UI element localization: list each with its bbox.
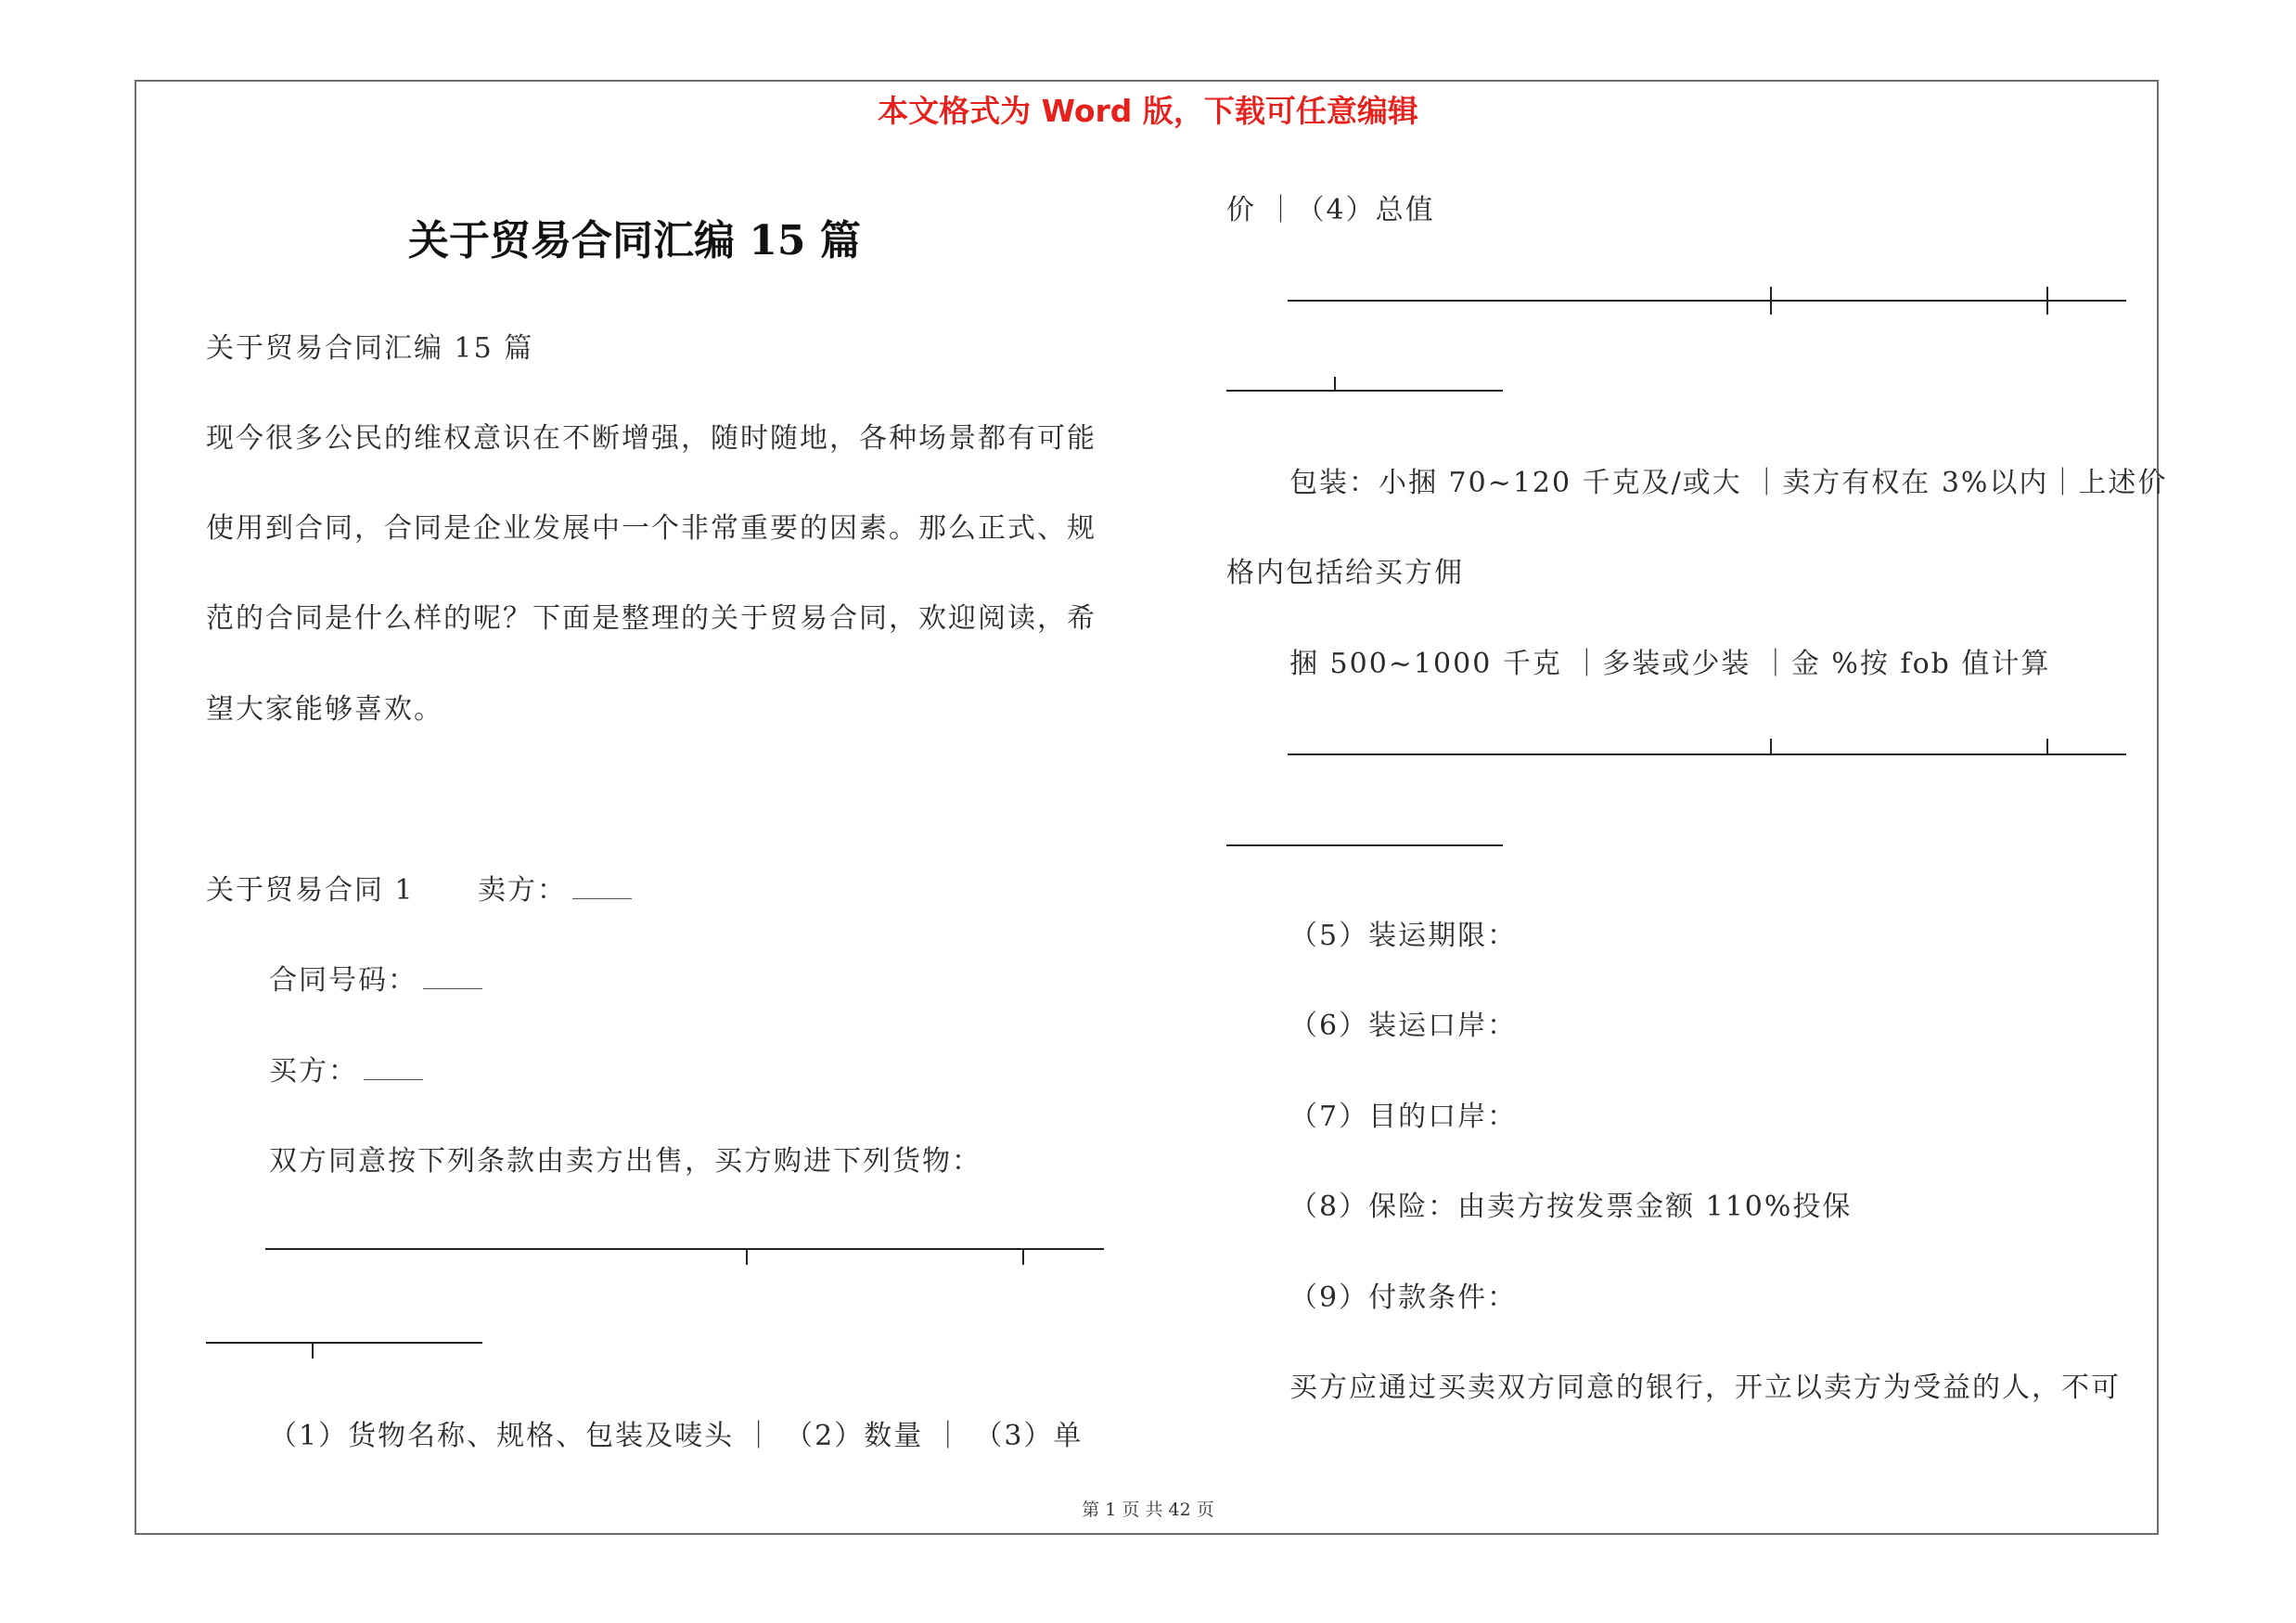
table-separator: [746, 1248, 748, 1265]
table-rule: [1288, 754, 2126, 755]
table-rule: [265, 1248, 1104, 1250]
table-separator: [1334, 377, 1336, 392]
table-separator: [312, 1342, 314, 1359]
shipment-period: （5）装运期限：: [1289, 920, 1518, 952]
agreement-text: 双方同意按下列条款由卖方出售，买方购进下列货物：: [269, 1145, 981, 1178]
table-rule: [1226, 390, 1503, 392]
page-frame: [135, 80, 2159, 1535]
packing-line-2: 格内包括给买方佣: [1226, 557, 1464, 589]
contract-heading: 关于贸易合同 1: [206, 874, 415, 907]
port-of-destination: （7）目的口岸：: [1289, 1101, 1518, 1133]
seller-line: [478, 872, 632, 909]
table-separator: [2046, 739, 2048, 754]
intro-line-2: 使用到合同，合同是企业发展中一个非常重要的因素。那么正式、规: [206, 512, 1097, 545]
seller-blank: [572, 874, 632, 899]
insurance-clause: （8）保险：由卖方按发票金额 110%投保: [1289, 1191, 1853, 1223]
contract-number-label: 合同号码：: [269, 964, 417, 997]
contract-number-blank: [423, 964, 482, 989]
port-of-loading: （6）装运口岸：: [1289, 1010, 1518, 1042]
intro-line-1: 现今很多公民的维权意识在不断增强，随时随地，各种场景都有可能: [206, 422, 1097, 455]
table-header-continued: 价 ｜（4）总值: [1226, 194, 1435, 226]
document-title: 关于贸易合同汇编 15 篇: [408, 217, 861, 264]
table-separator: [2046, 287, 2048, 315]
packing-line-3: 捆 500~1000 千克 ｜多装或少装 ｜金 %按 fob 值计算: [1289, 648, 2051, 680]
contract-number-line: [269, 962, 482, 999]
packing-line-1: 包装：小捆 70~120 千克及/或大 ｜卖方有权在 3%以内｜上述价: [1289, 467, 2168, 499]
table-rule: [1226, 844, 1503, 846]
table-separator: [1770, 739, 1772, 754]
seller-label: 卖方：: [478, 874, 567, 907]
table-rule: [1288, 300, 2126, 302]
format-banner: 本文格式为 Word 版，下载可任意编辑: [878, 93, 1418, 129]
intro-line-3: 范的合同是什么样的呢？下面是整理的关于贸易合同，欢迎阅读，希: [206, 602, 1097, 635]
subtitle: 关于贸易合同汇编 15 篇: [206, 332, 534, 365]
buyer-line: [269, 1053, 423, 1090]
buyer-label: 买方：: [269, 1055, 358, 1088]
table-header-text: （1）货物名称、规格、包装及唛头 ｜ （2）数量 ｜ （3）单: [269, 1420, 1084, 1452]
intro-line-4: 望大家能够喜欢。: [206, 693, 443, 726]
payment-terms: （9）付款条件：: [1289, 1282, 1518, 1314]
payment-text: 买方应通过买卖双方同意的银行，开立以卖方为受益的人，不可: [1289, 1372, 2121, 1404]
table-separator: [1022, 1248, 1024, 1265]
table-rule: [206, 1342, 482, 1344]
buyer-blank: [364, 1055, 423, 1080]
page-number: 第 1 页 共 42 页: [1082, 1500, 1214, 1520]
table-separator: [1770, 287, 1772, 315]
